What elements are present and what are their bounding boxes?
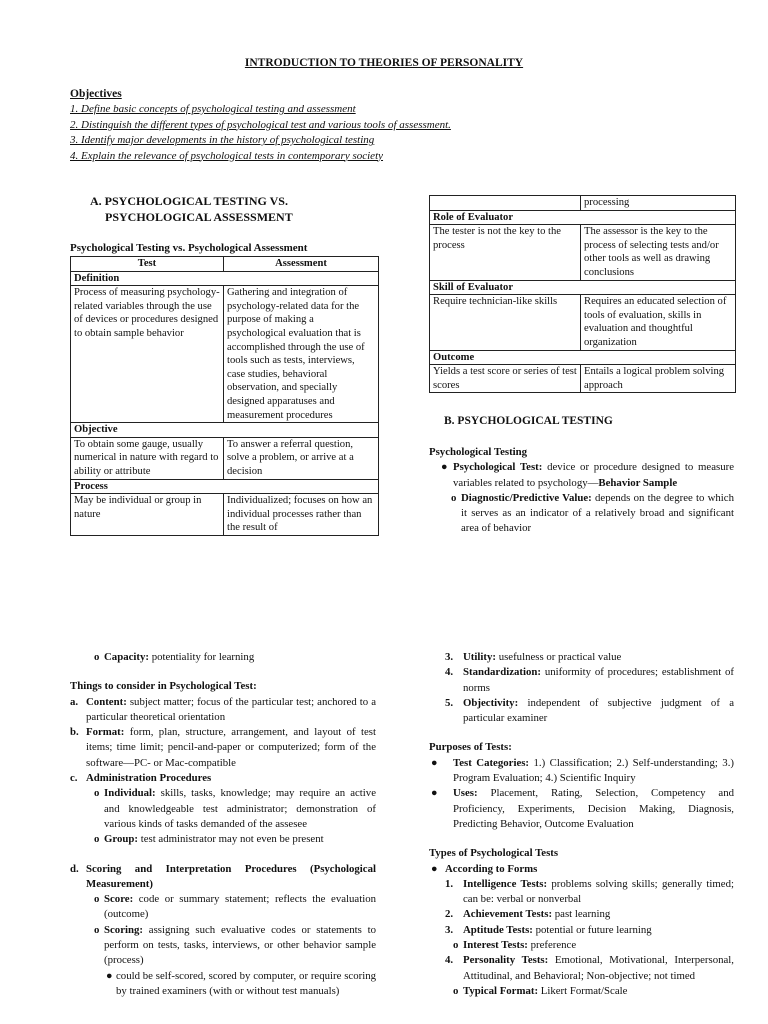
- circle-bullet-icon: o: [453, 939, 459, 952]
- section-row-definition: Definition: [71, 271, 379, 286]
- objective-item: 2. Distinguish the different types of psychological test and various tools of assessment.: [70, 118, 451, 131]
- list-item: b. Format: form, plan, structure, arrangement, and layout of test items; time limit; pencil-and-paper or computerized; form of the software—PC- or Mac-compatible: [70, 726, 376, 769]
- bullet-icon: ●: [431, 756, 438, 769]
- list-item: ● Uses: Placement, Rating, Selection, Competency and Proficiency, Experiments, Decision Making, Diagnosis, Predicting Behavior, Outcome Evaluation: [431, 787, 734, 830]
- comparison-table: [70, 256, 379, 536]
- subheading: Purposes of Tests:: [429, 741, 512, 754]
- list-item: 3. Utility: usefulness or practical value: [445, 651, 622, 663]
- objectives-list: [70, 102, 451, 164]
- bullet-icon: ●: [441, 461, 448, 474]
- column-header: Assessment: [224, 257, 379, 272]
- list-item: 5. Objectivity: independent of subjective judgment of a particular examiner: [445, 696, 734, 725]
- table-cell: Yields a test score or series of test scores: [430, 365, 581, 393]
- table-row: [430, 295, 736, 350]
- list-item: ● Test Categories: 1.) Classification; 2.) Self-understanding; 3.) Program Evaluation; 4.) Scientific Inquiry: [431, 756, 735, 785]
- list-item: 4. Personality Tests: Emotional, Motivational, Interpersonal, Attitudinal, and Behavioral; Non-objective; not timed: [445, 954, 734, 982]
- table-cell: Requires an educated selection of tools of evaluation, skills in evaluation and thoughtful organization: [581, 295, 736, 350]
- right-column: [429, 650, 734, 999]
- list-item: a. Content: subject matter; focus of the particular test; anchored to a particular theoretical orientation: [70, 695, 377, 723]
- list-item: 3. Aptitude Tests: potential or future learning: [445, 923, 652, 936]
- subheading: Types of Psychological Tests: [429, 847, 559, 860]
- bullet-icon: ●: [106, 969, 113, 982]
- circle-bullet-icon: o: [94, 651, 100, 663]
- table-row: [71, 494, 379, 536]
- table-cell: Require technician-like skills: [430, 295, 581, 350]
- list-item: ● could be self-scored, scored by computer, or require scoring by trained examiners (with or without test manuals): [106, 969, 376, 997]
- section-a-heading: A. PSYCHOLOGICAL TESTING VS. PSYCHOLOGICAL ASSESSMENT: [90, 194, 293, 224]
- table-cell: processing: [581, 196, 736, 211]
- column-header: Test: [71, 257, 224, 272]
- list-item: d. Scoring and Interpretation Procedures (Psychological Measurement): [70, 862, 376, 890]
- table-cell: To obtain some gauge, usually numerical in nature with regard to ability or attribute: [71, 437, 224, 479]
- list-item: o Score: code or summary statement; reflects the evaluation (outcome): [94, 893, 377, 921]
- circle-bullet-icon: o: [94, 923, 100, 936]
- comparison-table-continued: [429, 195, 736, 393]
- table-cell: Gathering and integration of psychology-related data for the purpose of making a psychological evaluation that is accomplished through the use of tools such as tests, interviews, case studies, behavioral observation, and specially designed apparatuses and measurement procedures: [224, 286, 379, 423]
- list-item: 2. Achievement Tests: past learning: [445, 908, 611, 921]
- list-item: o Capacity: potentiality for learning: [70, 650, 376, 665]
- table-row: [430, 196, 736, 211]
- list-item: o Typical Format: Likert Format/Scale: [429, 984, 734, 999]
- bullet-icon: ●: [431, 787, 438, 800]
- list-item: c. Administration Procedures: [70, 772, 212, 785]
- list-item: o Scoring: assigning such evaluative codes or statements to perform on tests, tasks, interviews, or other behavior sample (process): [94, 923, 376, 967]
- table-caption: Psychological Testing vs. Psychological Assessment: [70, 242, 308, 254]
- list-item: ● According to Forms: [429, 862, 734, 877]
- list-item: o Interest Tests: preference: [429, 938, 734, 953]
- circle-bullet-icon: o: [94, 787, 100, 800]
- objective-item: 3. Identify major developments in the history of psychological testing: [70, 134, 375, 146]
- list-item: o Group: test administrator may not even be present: [70, 832, 376, 847]
- page-title: INTRODUCTION TO THEORIES OF PERSONALITY: [244, 57, 524, 69]
- circle-bullet-icon: o: [453, 984, 459, 997]
- table-row: [71, 437, 379, 479]
- section-row-process: Process: [71, 479, 379, 494]
- section-b-heading: B. PSYCHOLOGICAL TESTING: [444, 415, 613, 427]
- list-item: o Diagnostic/Predictive Value: depends on the degree to which it serves as an indicator of a relatively broad and significant area of behavior: [451, 491, 734, 535]
- table-cell: [430, 196, 581, 211]
- table-cell: The tester is not the key to the process: [430, 225, 581, 280]
- section-row-skill: Skill of Evaluator: [430, 280, 736, 295]
- objectives-heading: Objectives: [70, 88, 122, 100]
- table-cell: The assessor is the key to the process of selecting tests and/or other tools as well as drawing conclusions: [581, 225, 736, 280]
- table-row: [430, 225, 736, 280]
- subheading: Things to consider in Psychological Test:: [70, 680, 257, 693]
- circle-bullet-icon: o: [451, 491, 457, 504]
- left-column: [70, 650, 376, 999]
- circle-bullet-icon: o: [94, 833, 100, 846]
- table-cell: May be individual or group in nature: [71, 494, 224, 536]
- table-cell: Entails a logical problem solving approach: [581, 365, 736, 393]
- list-item: ● Psychological Test: device or procedure designed to measure variables related to psychology—Behavior Sample: [441, 461, 734, 489]
- bullet-icon: ●: [431, 862, 438, 875]
- table-cell: Process of measuring psychology-related variables through the use of devices or procedures designed to obtain sample behavior: [71, 286, 224, 423]
- table-header-row: [71, 257, 379, 272]
- list-item: 4. Standardization: uniformity of procedures; establishment of norms: [445, 666, 735, 694]
- objective-item: 1. Define basic concepts of psychological testing and assessment: [70, 103, 356, 115]
- list-item: 1. Intelligence Tests: problems solving skills; generally timed; can be: verbal or nonverbal: [445, 877, 734, 906]
- section-row-objective: Objective: [71, 423, 379, 438]
- circle-bullet-icon: o: [94, 893, 100, 906]
- table-cell: To answer a referral question, solve a problem, or arrive at a decision: [224, 437, 379, 479]
- subheading: Psychological Testing: [429, 446, 528, 458]
- table-row: [71, 286, 379, 423]
- objective-item: 4. Explain the relevance of psychological tests in contemporary society: [70, 149, 384, 162]
- list-item: o Individual: skills, tasks, knowledge; may require an active and knowledgeable test administrator; demonstration of various kinds of tasks demanded of the assesee: [94, 787, 376, 830]
- section-row-outcome: Outcome: [430, 350, 736, 365]
- section-row-role: Role of Evaluator: [430, 210, 736, 225]
- table-row: [430, 365, 736, 393]
- table-cell: Individualized; focuses on how an individual processes rather than the result of: [224, 494, 379, 536]
- section-b-body: [429, 445, 734, 537]
